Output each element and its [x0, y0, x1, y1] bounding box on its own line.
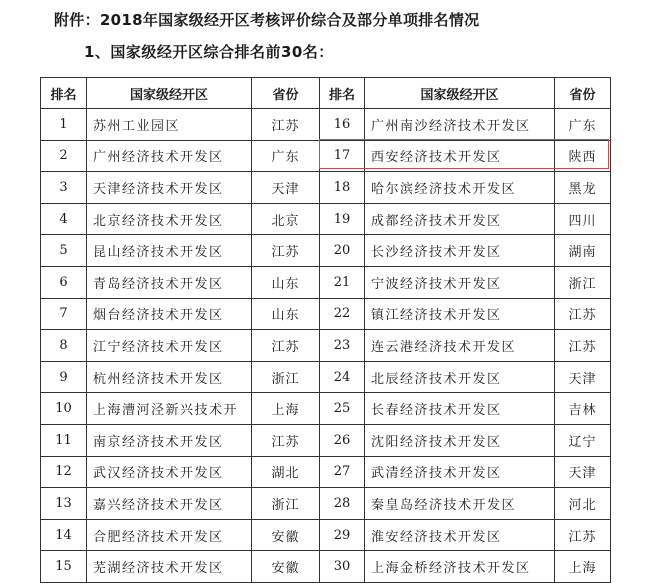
province-cell: 浙江: [252, 361, 320, 393]
rank-cell: 1: [41, 109, 87, 141]
zone-name-cell: 沈阳经济技术开发区: [365, 424, 555, 456]
zone-name-cell: 嘉兴经济技术开发区: [87, 488, 252, 520]
zone-name-cell: 上海漕河泾新兴技术开: [87, 393, 252, 425]
province-cell: 天津: [555, 456, 611, 488]
ranking-table: [40, 77, 611, 583]
rank-cell: 11: [41, 424, 87, 456]
section-subtitle: 1、国家级经开区综合排名前30名：: [84, 43, 334, 61]
header-province-left: 省份: [252, 78, 320, 109]
province-cell: 广东: [555, 109, 611, 141]
zone-name-cell: 成都经济技术开发区: [365, 203, 555, 235]
document-title: 附件：2018年国家级经开区考核评价综合及部分单项排名情况: [54, 11, 480, 29]
rank-cell: 19: [320, 203, 365, 235]
rank-cell: 13: [41, 488, 87, 520]
table-header-row: [41, 78, 611, 109]
rank-cell: 9: [41, 361, 87, 393]
rank-cell: 25: [320, 393, 365, 425]
zone-name-cell: 秦皇岛经济技术开发区: [365, 488, 555, 520]
zone-name-cell: 芜湖经济技术开发区: [87, 551, 252, 583]
rank-cell: 28: [320, 488, 365, 520]
table-row: [41, 393, 611, 425]
rank-cell: 24: [320, 361, 365, 393]
province-cell: 浙江: [555, 266, 611, 298]
table-row: [41, 172, 611, 204]
table-row: [41, 456, 611, 488]
rank-cell: 12: [41, 456, 87, 488]
rank-cell: 30: [320, 551, 365, 583]
header-rank-left: 排名: [41, 78, 87, 109]
rank-cell: 29: [320, 519, 365, 551]
rank-cell: 5: [41, 235, 87, 267]
table-row: [41, 551, 611, 583]
table-body: [41, 109, 611, 583]
rank-cell: 21: [320, 266, 365, 298]
rank-cell: 15: [41, 551, 87, 583]
table-row: [41, 203, 611, 235]
rank-cell: 3: [41, 172, 87, 204]
zone-name-cell: 广州南沙经济技术开发区: [365, 109, 555, 141]
header-province-right: 省份: [555, 78, 611, 109]
zone-name-cell: 广州经济技术开发区: [87, 140, 252, 172]
province-cell: 江苏: [252, 235, 320, 267]
table-row: [41, 140, 611, 172]
province-cell: 天津: [252, 172, 320, 204]
rank-cell: 27: [320, 456, 365, 488]
zone-name-cell: 昆山经济技术开发区: [87, 235, 252, 267]
rank-cell: 8: [41, 330, 87, 362]
province-cell: 湖南: [555, 235, 611, 267]
province-cell: 湖北: [252, 456, 320, 488]
province-cell: 江苏: [555, 519, 611, 551]
zone-name-cell: 哈尔滨经济技术开发区: [365, 172, 555, 204]
zone-name-cell: 镇江经济技术开发区: [365, 298, 555, 330]
province-cell: 广东: [252, 140, 320, 172]
rank-cell: 4: [41, 203, 87, 235]
table-row: [41, 266, 611, 298]
rank-cell: 10: [41, 393, 87, 425]
rank-cell: 14: [41, 519, 87, 551]
table-row: [41, 361, 611, 393]
rank-cell: 2: [41, 140, 87, 172]
province-cell: 安徽: [252, 551, 320, 583]
zone-name-cell: 宁波经济技术开发区: [365, 266, 555, 298]
rank-cell: 26: [320, 424, 365, 456]
zone-name-cell: 武清经济技术开发区: [365, 456, 555, 488]
zone-name-cell: 苏州工业园区: [87, 109, 252, 141]
zone-name-cell: 青岛经济技术开发区: [87, 266, 252, 298]
zone-name-cell: 淮安经济技术开发区: [365, 519, 555, 551]
rank-cell: 23: [320, 330, 365, 362]
province-cell: 江苏: [555, 330, 611, 362]
zone-name-cell: 长春经济技术开发区: [365, 393, 555, 425]
zone-name-cell: 烟台经济技术开发区: [87, 298, 252, 330]
rank-cell: 7: [41, 298, 87, 330]
province-cell: 四川: [555, 203, 611, 235]
zone-name-cell: 南京经济技术开发区: [87, 424, 252, 456]
province-cell: 江苏: [555, 298, 611, 330]
rank-cell: 18: [320, 172, 365, 204]
province-cell: 浙江: [252, 488, 320, 520]
zone-name-cell: 西安经济技术开发区: [365, 140, 555, 172]
rank-cell: 6: [41, 266, 87, 298]
province-cell: 江苏: [252, 109, 320, 141]
table-row: [41, 298, 611, 330]
table-row: [41, 109, 611, 141]
province-cell: 山东: [252, 298, 320, 330]
zone-name-cell: 杭州经济技术开发区: [87, 361, 252, 393]
province-cell: 河北: [555, 488, 611, 520]
province-cell: 安徽: [252, 519, 320, 551]
province-cell: 山东: [252, 266, 320, 298]
table-row: [41, 488, 611, 520]
table-row: [41, 235, 611, 267]
zone-name-cell: 北辰经济技术开发区: [365, 361, 555, 393]
province-cell: 吉林: [555, 393, 611, 425]
province-cell: 天津: [555, 361, 611, 393]
table-row: [41, 330, 611, 362]
rank-cell: 20: [320, 235, 365, 267]
header-zone-right: 国家级经开区: [365, 78, 555, 109]
header-rank-right: 排名: [320, 78, 365, 109]
rank-cell: 17: [320, 140, 365, 172]
zone-name-cell: 江宁经济技术开发区: [87, 330, 252, 362]
zone-name-cell: 武汉经济技术开发区: [87, 456, 252, 488]
province-cell: 江苏: [252, 330, 320, 362]
province-cell: 上海: [252, 393, 320, 425]
province-cell: 江苏: [252, 424, 320, 456]
province-cell: 上海: [555, 551, 611, 583]
rank-cell: 22: [320, 298, 365, 330]
header-zone-left: 国家级经开区: [87, 78, 252, 109]
province-cell: 北京: [252, 203, 320, 235]
table-row: [41, 519, 611, 551]
zone-name-cell: 北京经济技术开发区: [87, 203, 252, 235]
zone-name-cell: 合肥经济技术开发区: [87, 519, 252, 551]
table-row: [41, 424, 611, 456]
zone-name-cell: 上海金桥经济技术开发区: [365, 551, 555, 583]
zone-name-cell: 连云港经济技术开发区: [365, 330, 555, 362]
province-cell: 陕西: [555, 140, 611, 172]
rank-cell: 16: [320, 109, 365, 141]
province-cell: 辽宁: [555, 424, 611, 456]
province-cell: 黑龙: [555, 172, 611, 204]
zone-name-cell: 长沙经济技术开发区: [365, 235, 555, 267]
zone-name-cell: 天津经济技术开发区: [87, 172, 252, 204]
